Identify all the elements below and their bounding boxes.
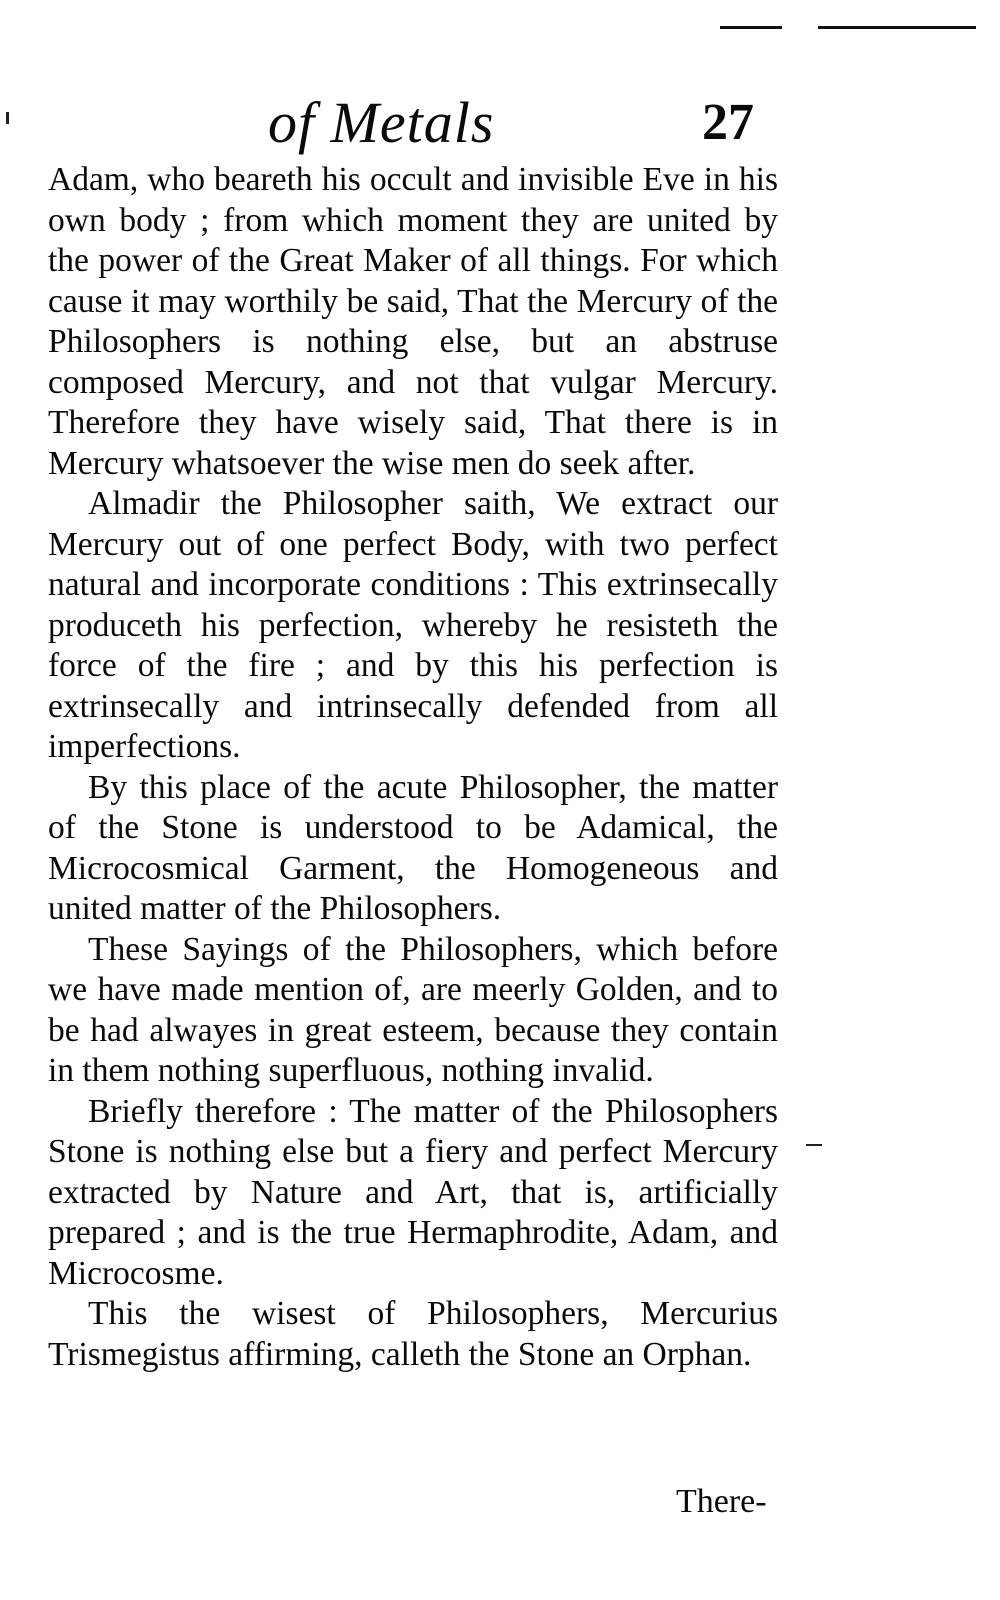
running-header — [0, 88, 1000, 158]
page-number: 27 — [702, 94, 754, 151]
margin-mark-right — [806, 1144, 822, 1146]
paragraph-4: These Sayings of the Philosophers, which before we have made mention of, are meerly Golden, and to be had alwayes in great esteem, because they contain in them nothing superfluous, nothing invalid. — [48, 930, 778, 1089]
paragraph-3: By this place of the acute Philosopher, the matter of the Stone is understood to be Adamical, the Microcosmical Garment, the Homogeneous and united matter of the Philosophers. — [48, 768, 778, 927]
running-title: of Metals — [268, 90, 495, 155]
paragraph-5: Briefly therefore : The matter of the Philosophers Stone is nothing else but a fiery and perfect Mercury extracted by Nature and Art, that is, artificially prepared ; and is the true Hermaphrodite, Adam, and Microcosme. — [48, 1092, 778, 1292]
body-text — [48, 160, 778, 1375]
catchword: There- — [676, 1483, 767, 1520]
paragraph-6: This the wisest of Philosophers, Mercurius Trismegistus affirming, calleth the Stone an Orphan. — [48, 1295, 778, 1373]
margin-mark-left — [6, 112, 9, 124]
top-rule-right — [818, 26, 976, 29]
paragraph-1: Adam, who beareth his occult and invisible Eve in his own body ; from which moment they are united by the power of the Great Maker of all things. For which cause it may worthily be said, That the Mercury of the Philosophers is nothing else, but an abstruse composed Mercury, and not that vulgar Mercury. Therefore they have wisely said, That there is in Mercury whatsoever the wise men do seek after. — [48, 161, 778, 482]
paragraph-2: Almadir the Philosopher saith, We extract our Mercury out of one perfect Body, with two perfect natural and incorporate conditions : This extrinsecally produceth his perfection, whereby he resisteth the force of the fire ; and by this his perfection is extrinsecally and intrinsecally defended from all imperfections. — [48, 485, 778, 765]
top-rule-left — [720, 26, 782, 29]
